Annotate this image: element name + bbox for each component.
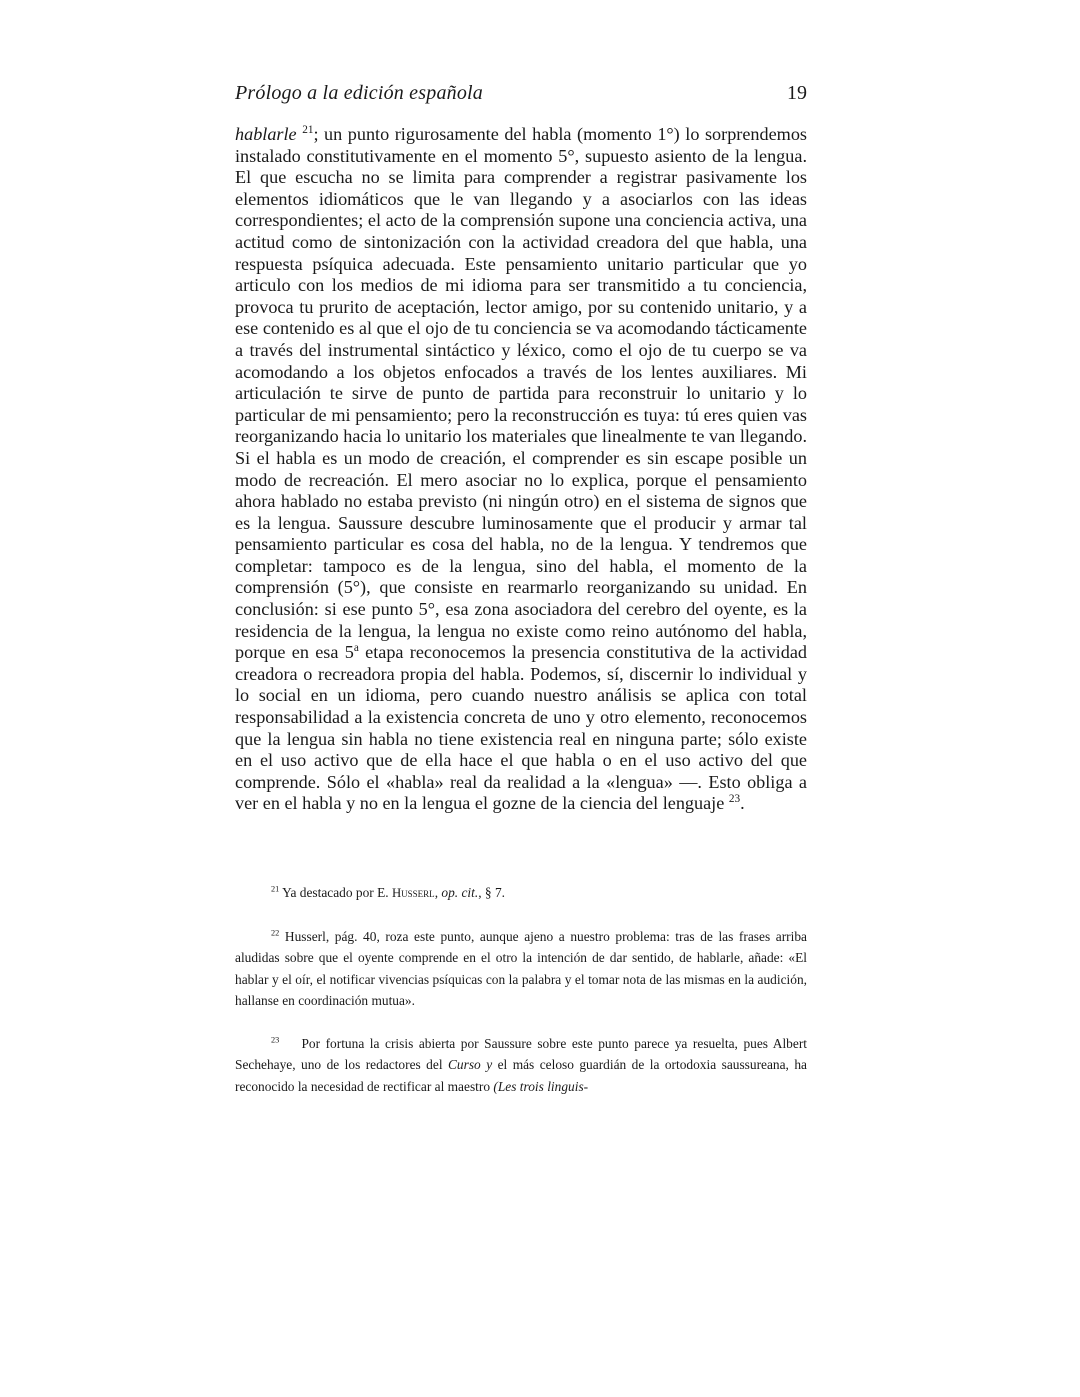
author-name: Husserl: [391, 886, 435, 900]
footnote-mark: 23: [271, 1035, 280, 1045]
footnote-23: [235, 1033, 811, 1098]
ordinal-superscript: a: [353, 642, 359, 655]
citation-italic: op. cit.: [441, 885, 479, 900]
footnote-22: [235, 926, 807, 1012]
footnote-text: Ya destacado por E.: [279, 885, 392, 900]
footnote-text: Husserl, pág. 40, roza este punto, aunque ajeno a nuestro problema: tras de las frases arriba aludidas sobre que el oyente comprende en el otro la intención de dar sentido, de hablarle, añade: «El hablar y el oír, el notificar vivencias psíquicas con la palabra y el tomar nota de las mismas en la audición, hallanse en coordinación mutua».: [235, 928, 807, 1008]
page-number: 19: [787, 82, 807, 104]
running-title: Prólogo a la edición española: [235, 82, 483, 104]
footnote-ref-21: 21: [302, 123, 314, 136]
body-paragraph: [235, 124, 807, 815]
page-header: [235, 80, 807, 110]
footnote-text: Por fortuna la crisis abierta por Saussure sobre este punto parece ya resuelta, pues Albert Sechehaye, uno de los redactores del: [235, 1035, 811, 1072]
footnote-ref-23: 23: [728, 793, 741, 806]
footnote-text: ,: [434, 885, 442, 900]
lead-word: hablarle: [235, 124, 297, 144]
main-text: [235, 124, 807, 815]
footnotes: [235, 882, 811, 1118]
body-text-part-1: ; un punto rigurosamente del habla (momento 1°) lo sorprendemos instalado constitutivamente en el momento 5°, supuesto asiento de la lengua. El que escucha no se limita para comprender a registrar pasivamente los elementos idiomáticos que le van llegando y a asociarlos con las ideas correspondientes; el acto de la comprensión supone una conciencia activa, una actitud como de sintonización con la actividad creadora del que habla, una respuesta psíquica adecuada. Este pensamiento unitario particular que yo articulo con los medios de mi idioma para ser transmitido a tu conciencia, provoca tu prurito de aceptación, lector amigo, por su contenido unitario, y a ese contenido es al que el ojo de tu conciencia se va acomodando tácticamente a través del instrumental sintáctico y léxico, como el ojo de tu cuerpo se va acomodando a los objetos enfocados a través de los lentes auxiliares. Mi articulación te sirve de punto de partida para reconstruir lo unitario y lo particular de mi pensamiento; pero la reconstrucción es tuya: tú eres quien vas reorganizando hacia lo unitario los materiales que linealmente te van llegando. Si el habla es un modo de creación, el comprender es sin escape posible un modo de recreación. El mero asociar no lo explica, porque el pensamiento ahora hablado no estaba previsto (ni ningún otro) en el sistema de signos que es la lengua. Saussure descubre luminosamente que el producir y armar tal pensamiento particular es cosa del habla, no de la lengua. Y tendremos que completar: tampoco es de la lengua, sino del habla, el momento de la comprensión (5°), que consiste en rearmarlo reorganizando su unidad. En conclusión: si ese punto 5°, esa zona asociadora del cerebro del oyente, es la residencia de la lengua, la lengua no existe como reino autónomo del habla, porque en esa 5: [235, 124, 807, 663]
cited-work-italic: (Les trois linguis-: [493, 1078, 589, 1094]
footnote-21: [235, 882, 807, 905]
book-title-italic: Curso y: [448, 1057, 493, 1072]
footnote-text: el más celoso guardián de la ortodoxia saussureana, ha reconocido la necesidad de rectificar al maestro: [235, 1057, 807, 1094]
footnote-mark: 22: [271, 928, 280, 938]
footnote-text: , § 7.: [478, 885, 505, 900]
body-text-part-2: etapa reconocemos la presencia constitutiva de la actividad creadora o recreadora propia del habla. Podemos, sí, discernir lo individual y lo social en un idioma, pero cuando nuestro análisis se aplica con total responsabilidad a la existencia concreta de uno y otro elemento, reconocemos que la lengua sin habla no tiene existencia real en ninguna parte; sólo existe en el uso activo que de ella hace el que habla o en el uso activo del que comprende. Sólo el «habla» real da realidad a la «lengua» —. Esto obliga a ver en el habla y no en la lengua el gozne de la ciencia del lenguaje: [235, 642, 807, 814]
footnote-mark: 21: [271, 884, 280, 894]
body-text-end: .: [740, 793, 745, 814]
